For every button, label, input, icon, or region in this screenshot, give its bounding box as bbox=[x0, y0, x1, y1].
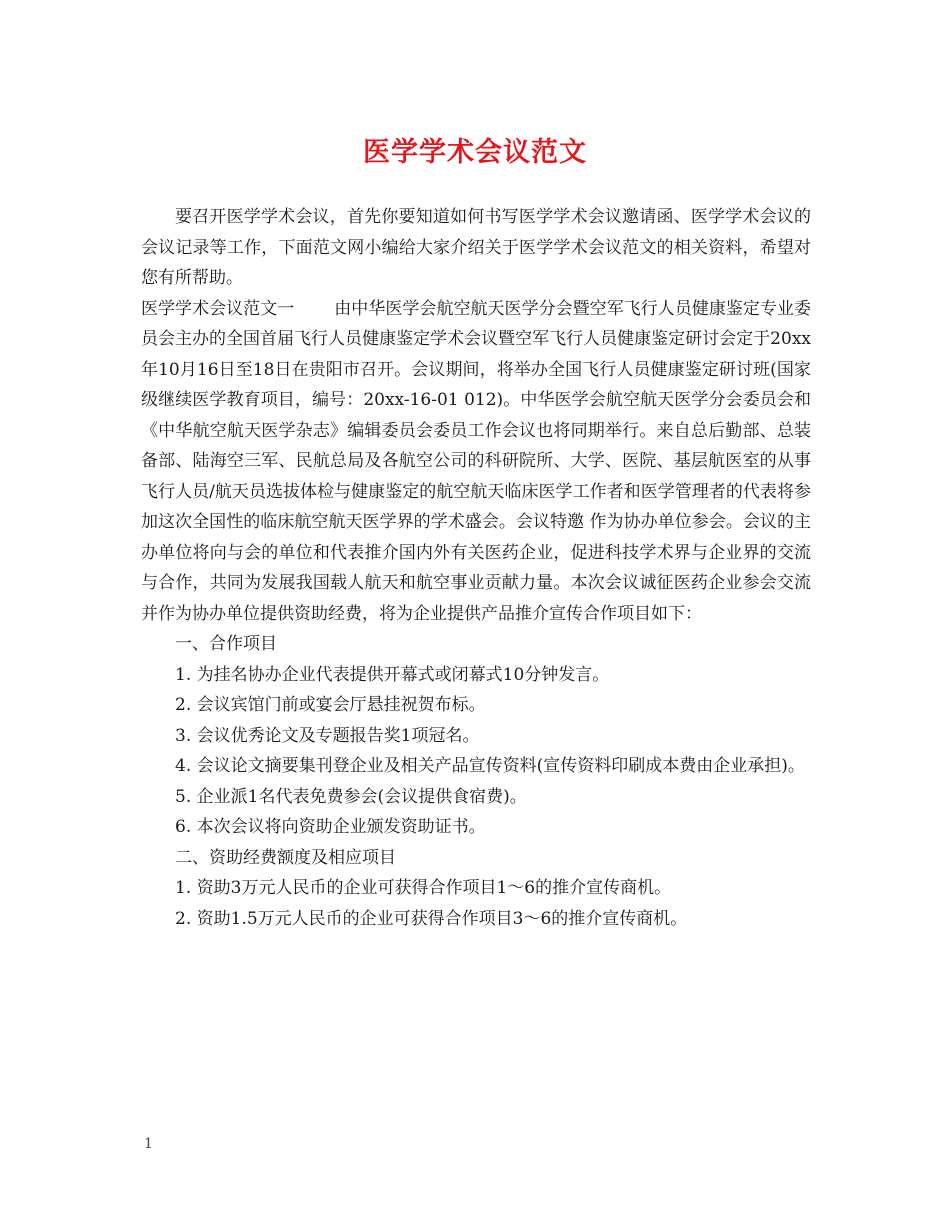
document-body bbox=[141, 202, 811, 934]
heading-cooperation-items: 一、合作项目 bbox=[175, 634, 277, 654]
section-label: 医学学术会议范文一 bbox=[141, 298, 295, 319]
page-number: 1 bbox=[144, 1136, 153, 1152]
heading-funding: 二、资助经费额度及相应项目 bbox=[175, 847, 396, 868]
list-item: 2. 会议宾馆门前或宴会厅悬挂祝贺布标。 bbox=[175, 695, 486, 715]
list-item: 1. 资助3万元人民币的企业可获得合作项目1～6的推介宣传商机。 bbox=[175, 878, 672, 898]
list-item: 3. 会议优秀论文及专题报告奖1项冠名。 bbox=[175, 725, 480, 746]
section-paragraph bbox=[141, 294, 811, 630]
list-item: 1. 为挂名协办企业代表提供开幕式或闭幕式10分钟发言。 bbox=[175, 664, 610, 685]
document-title: 医学学术会议范文 bbox=[363, 137, 587, 168]
intro-paragraph: 要召开医学学术会议，首先你要知道如何书写医学学术会议邀请函、医学学术会议的会议记录等工作，下面范文网小编给大家介绍关于医学学术会议范文的相关资料，希望对您有所帮助。 bbox=[141, 207, 811, 288]
list-item: 4. 会议论文摘要集刊登企业及相关产品宣传资料(宣传资料印刷成本费由企业承担)。 bbox=[175, 756, 805, 776]
section-body: 由中华医学会航空航天医学分会暨空军飞行人员健康鉴定专业委员会主办的全国首届飞行人员健康鉴定学术会议暨空军飞行人员健康鉴定研讨会定于20xx年10月16日至18日在贵阳市召开。会议期间，将举办全国飞行人员健康鉴定研讨班(国家级继续医学教育项目，编号：20xx-16-01 012)。中华医学会航空航天医学分会委员会和《中华航空航天医学杂志》编辑委员会委员工作会议也将同期举行。来自总后勤部、总装备部、陆海空三军、民航总局及各航空公司的科研院所、大学、医院、基层航医室的从事飞行人员/航天员选拔体检与健康鉴定的航空航天临床医学工作者和医学管理者的代表将参加这次全国性的临床航空航天医学界的学术盛会。会议特邀 作为协办单位参会。会议的主办单位将向与会的单位和代表推介国内外有关医药企业，促进科技学术界与企业界的交流与合作，共同为发展我国载人航天和航空事业贡献力量。本次会议诚征医药企业参会交流并作为协办单位提供资助经费，将为企业提供产品推介宣传合作项目如下： bbox=[141, 298, 812, 624]
list-item: 5. 企业派1名代表免费参会(会议提供食宿费)。 bbox=[175, 786, 527, 807]
list-item: 2. 资助1.5万元人民币的企业可获得合作项目3～6的推介宣传商机。 bbox=[175, 908, 688, 929]
list-item: 6. 本次会议将向资助企业颁发资助证书。 bbox=[175, 817, 486, 837]
